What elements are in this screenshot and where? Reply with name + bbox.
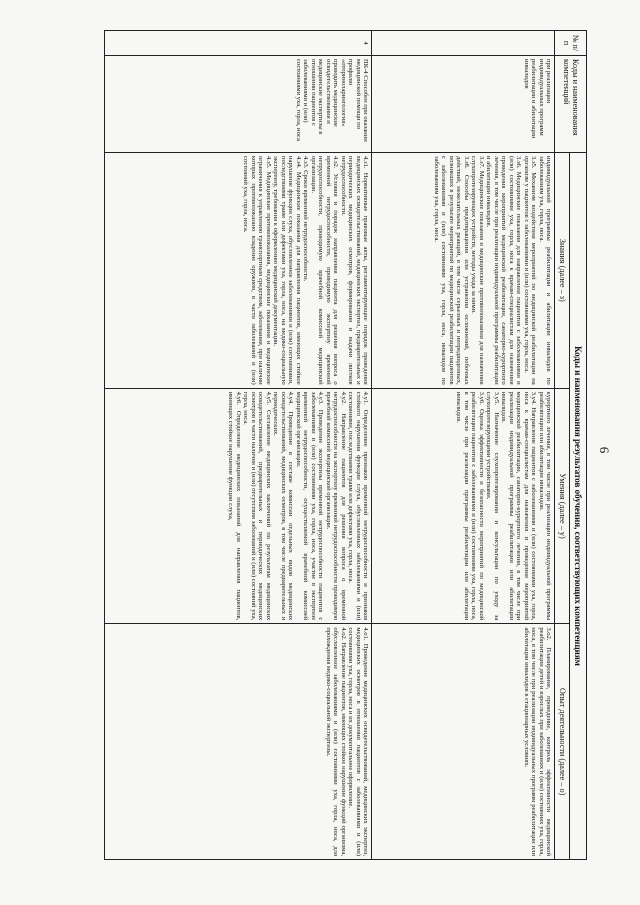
skill-item: курортного лечения, в том числе при реализации индивидуальной программы реабилитации или абилитации инвалидов.: [537, 391, 553, 621]
knowledge-item: 4.з4. Медицинские показания для направления пациентов, имеющих стойкое нарушение функции слуха, обусловленное заболеваниями и (или) состояниями, последствиями травм или дефектами уха, горла, носа, на медико-социальную экспертизу, требования к оформлению медицинской документации.: [272, 156, 302, 385]
skill-item: 4.у5. Составление медицинских заключений по результатам медицинских освидетельствований, предварительных и периодических медицинских осмотров в части наличия и (или) отсутствия заболеваний и (или) состояний уха, горла, носа.: [242, 391, 272, 621]
experience-cell: [105, 624, 372, 860]
skill-item: 4.у2. Направление пациентов для решения вопроса о временной нетрудоспособности на экспертизу временной нетрудоспособности проводимую врачебной комиссией медицинской организации.: [324, 391, 347, 621]
skills-cell: [372, 388, 555, 624]
experience-item: 3.о2. Планирование, проведение, контроль эффективности медицинской реабилитации детей и взрослых при заболеваниях и (или) состояниях уха, горла, носа, в том числе при реализации индивидуальных программ реабилитации или абилитации инвалидов в стационарных условиях.: [522, 627, 553, 856]
header-experience: Опыт деятельности (далее – о): [555, 624, 569, 860]
skill-item: 3.у4. Направление пациентов с заболеваниями и (или) состояниями уха, горла, носа к врачам-специалистам для назначения и проведения мероприятий медицинской реабилитации, санаторно-курортного лечения, в том числе при реализации индивидуальной программы реабилитации или абилитации инвалидов.: [500, 391, 538, 621]
competence-table: [104, 30, 587, 860]
skill-item: 3.у5. Назначение слухопротезирования и консультации по уходу за слухопротезирующими устройствами.: [485, 391, 500, 621]
skills-cell: [105, 388, 372, 624]
competence-cell: ПК-4 Способен при оказании медицинской помощи по профилю «оториноларингология» проводить медицинские освидетельствования и медицинские экспертизы в отношении пациентов с заболеваниями и (или) состояниями уха, горла, носа: [105, 56, 372, 153]
rotated-table-container: [57, 30, 587, 860]
header-skills: Умения (далее – у): [555, 388, 569, 624]
competence-cell: при реализации индивидуальных программ реабилитации и абилитации инвалидов: [372, 56, 555, 153]
knowledge-item: индивидуальной программы реабилитации и абилитации инвалидов по заболеваниям уха, горла, носа.: [537, 156, 553, 385]
knowledge-cell: [105, 153, 372, 389]
row-num: 4: [105, 31, 372, 56]
knowledge-item: 4.з3. Сроки временной нетрудоспособности.: [302, 156, 310, 282]
skill-item: 4.у6. Определение медицинских показаний для направления пациентов, имеющих стойкое нарушение функции слуха,: [227, 391, 242, 621]
table-row: [372, 31, 555, 860]
skill-item: 3.у6. Оценка эффективности и безопасности мероприятий по медицинской реабилитации пациентов с заболеваниями и (или) состояниями уха, горла, носа, в том числе при реализации программы реабилитации или абилитации инвалидов.: [455, 391, 485, 621]
knowledge-item: 3.з6. Медицинские показания для направления пациентов с заболеваниями и (или) состояниями уха, горла, носа к врачам-специалистам для назначения проведения мероприятий медицинской реабилитации, санаторно-курортного лечения, в том числе при реализации индивидуальной программы реабилитации и абилитации инвалидов.: [485, 156, 523, 385]
row-num: [372, 31, 555, 56]
experience-item: 4.о2. Направление пациентов, имеющих стойкое нарушение функций организма, обусловленное заболеваниями и (или) состояниями уха, горла, носа, для прохождения медико-социальной экспертизы.: [324, 627, 347, 856]
header-codes: Коды и наименования компетенций: [555, 56, 587, 153]
header-num: № п/п: [555, 31, 587, 56]
knowledge-item: 4.з1. Нормативные правовые акты, регламентирующие порядок проведения медицинских освидетельствований, медицинских экспертиз, предварительных и периодических медицинских осмотров, формирования и выдачи листков нетрудоспособности.: [339, 156, 370, 385]
knowledge-item: 3.з5. Механизм воздействия мероприятий по медицинской реабилитации на организм у пациентов с заболеваниями и (или) состояниями уха, горла, носа.: [522, 156, 538, 385]
skill-item: 4.у4. Проведение в составе комиссии отдельных видов медицинских освидетельствований, медицинских осмотров, в том числе предварительных и периодических.: [272, 391, 295, 621]
header-knowledge: Знания (далее – з): [555, 153, 569, 389]
knowledge-item: 3.з8. Способы предотвращения или устранения осложнений, побочных действий, нежелательных реакций, в том числе серьезных и непредвиденных, возникших в результате мероприятий по медицинской реабилитации пациентов с заболеваниями и (или) состояниями уха, горла, носа, инвалидов по заболеваниям уха, горла, носа.: [432, 156, 470, 385]
experience-cell: [372, 624, 555, 860]
page-number: 6: [597, 446, 612, 454]
header-group: Коды и наименования результатов обучения, соответствующих компетенциям: [569, 153, 586, 860]
experience-item: 4.о1. Проведение медицинских освидетельствований, медицинских экспертиз, медицинских осмотров в отношении пациентов с заболеваниями и (или) состояниями уха, горла, носа и их документальное оформление.: [347, 627, 370, 856]
knowledge-item: 3.з7. Медицинские показания и медицинские противопоказания для назначения слухопротезирующих устройств, методы ухода за ними.: [470, 156, 485, 385]
knowledge-item: 4.з2. Условия и порядок направления пациента для решения вопроса о временной нетрудоспособности, проводимую экспертизу временной нетрудоспособности, проводимую врачебной комиссией медицинской организации.: [309, 156, 340, 385]
skill-item: 4.у3. Проведение экспертизы временной нетрудоспособности пациентов с заболеваниями и (или) состояниями уха, горла, носа, участие в экспертизе временной нетрудоспособности, осуществляемой врачебной комиссией медицинской организации.: [294, 391, 325, 621]
knowledge-item: 4.з5. Медицинские противопоказания, медицинские показания и медицинские ограничения к управлению транспортным средством, заболевания, при наличии которых противопоказано владение оружием, в части заболеваний и (или) состояний уха, горла, носа.: [242, 156, 272, 385]
skill-item: 4.у1. Определение признаков временной нетрудоспособности и признаков стойкого нарушения функции слуха, обусловленных заболеваниями и (или) состояниями, последствиями травм или дефектами уха, горла, носа.: [347, 391, 370, 621]
table-row: [105, 31, 372, 860]
knowledge-cell: [372, 153, 555, 389]
